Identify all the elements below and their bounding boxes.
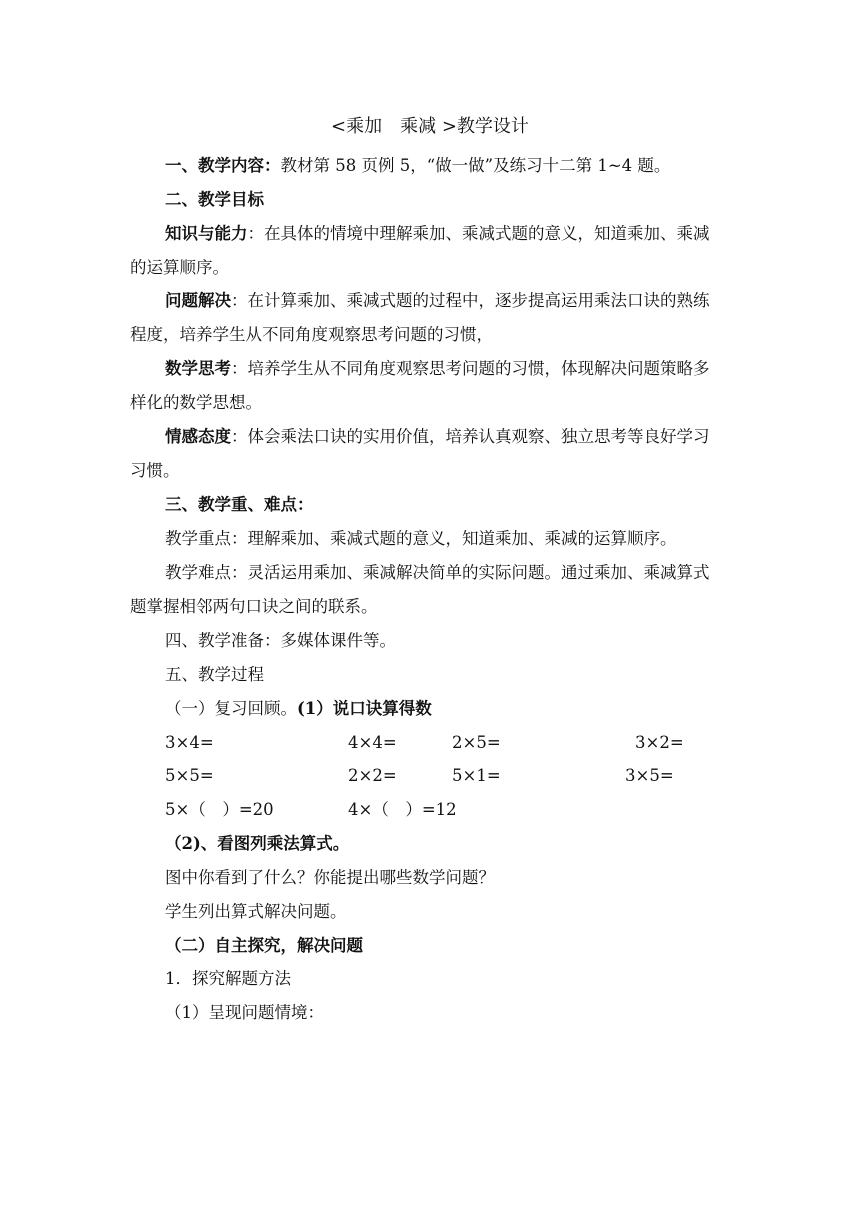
question-text: 图中你看到了什么？你能提出哪些数学问题？ (165, 868, 495, 887)
students-text: 学生列出算式解决问题。 (165, 902, 347, 921)
objective-thinking-label: 数学思考 (165, 359, 231, 378)
objective-knowledge-text: ：在具体的情境中理解乘加、乘减式题的意义，知道乘加、乘减 (247, 224, 710, 243)
objective-problem-label: 问题解决 (165, 291, 231, 310)
section-key-difficult-heading: 三、教学重、难点： (165, 495, 314, 514)
exercise-item: 4×4= (348, 733, 397, 752)
objective-thinking-line1 (165, 358, 710, 380)
exercise-item: 3×2= (635, 733, 684, 752)
exercise-item: 5×（ ）=20 (165, 800, 274, 819)
section-teaching-content (165, 155, 670, 177)
objective-thinking-line2: 样化的数学思想。 (130, 393, 262, 412)
difficult-point-line2: 题掌握相邻两句口诀之间的联系。 (130, 597, 378, 616)
section-process-heading: 五、教学过程 (165, 665, 264, 684)
objective-attitude-text: ：体会乘法口诀的实用价值，培养认真观察、独立思考等良好学习 (231, 427, 710, 446)
exercise-item: 5×1= (452, 766, 501, 785)
objective-attitude-line1 (165, 426, 710, 448)
section-preparation: 四、教学准备：多媒体课件等。 (165, 631, 396, 650)
objective-attitude-label: 情感态度 (165, 427, 231, 446)
exercise-item: 5×5= (165, 766, 214, 785)
review-heading (165, 698, 432, 720)
objective-problem-line2: 程度，培养学生从不同角度观察思考问题的习惯， (130, 325, 493, 344)
objective-knowledge-line2: 的运算顺序。 (130, 258, 229, 277)
exercise-item: 2×2= (348, 766, 397, 785)
difficult-point-line1: 教学难点：灵活运用乘加、乘减解决简单的实际问题。通过乘加、乘减算式 (165, 563, 710, 582)
objective-problem-line1 (165, 290, 710, 312)
review-bold: (1）说口诀算得数 (297, 699, 432, 718)
explore-heading: 1．探究解题方法 (165, 969, 291, 988)
step2-heading: （2)、看图列乘法算式。 (165, 834, 350, 853)
part2-heading: （二）自主探究，解决问题 (165, 936, 363, 955)
section-objectives-heading: 二、教学目标 (165, 190, 264, 209)
objective-problem-text: ：在计算乘加、乘减式题的过程中，逐步提高运用乘法口诀的熟练 (231, 291, 710, 310)
section-teaching-content-label: 一、教学内容： (165, 156, 281, 175)
exercise-item: 3×5= (625, 766, 674, 785)
objective-knowledge-label: 知识与能力 (165, 224, 248, 243)
exercise-item: 4×（ ）=12 (348, 800, 457, 819)
key-point: 教学重点：理解乘加、乘减式题的意义，知道乘加、乘减的运算顺序。 (165, 529, 677, 548)
objective-attitude-line2: 习惯。 (130, 461, 180, 480)
section-teaching-content-text: 教材第 58 页例 5，“做一做”及练习十二第 1~4 题。 (280, 156, 671, 175)
exercise-item: 2×5= (452, 733, 501, 752)
exercise-item: 3×4= (165, 733, 214, 752)
objective-knowledge-line1 (165, 223, 710, 245)
document-title: <乘加 乘减 >教学设计 (331, 116, 529, 137)
objective-thinking-text: ：培养学生从不同角度观察思考问题的习惯，体现解决问题策略多 (231, 359, 710, 378)
present-heading: （1）呈现问题情境： (165, 1003, 324, 1022)
review-prefix: （一）复习回顾。 (165, 699, 297, 718)
